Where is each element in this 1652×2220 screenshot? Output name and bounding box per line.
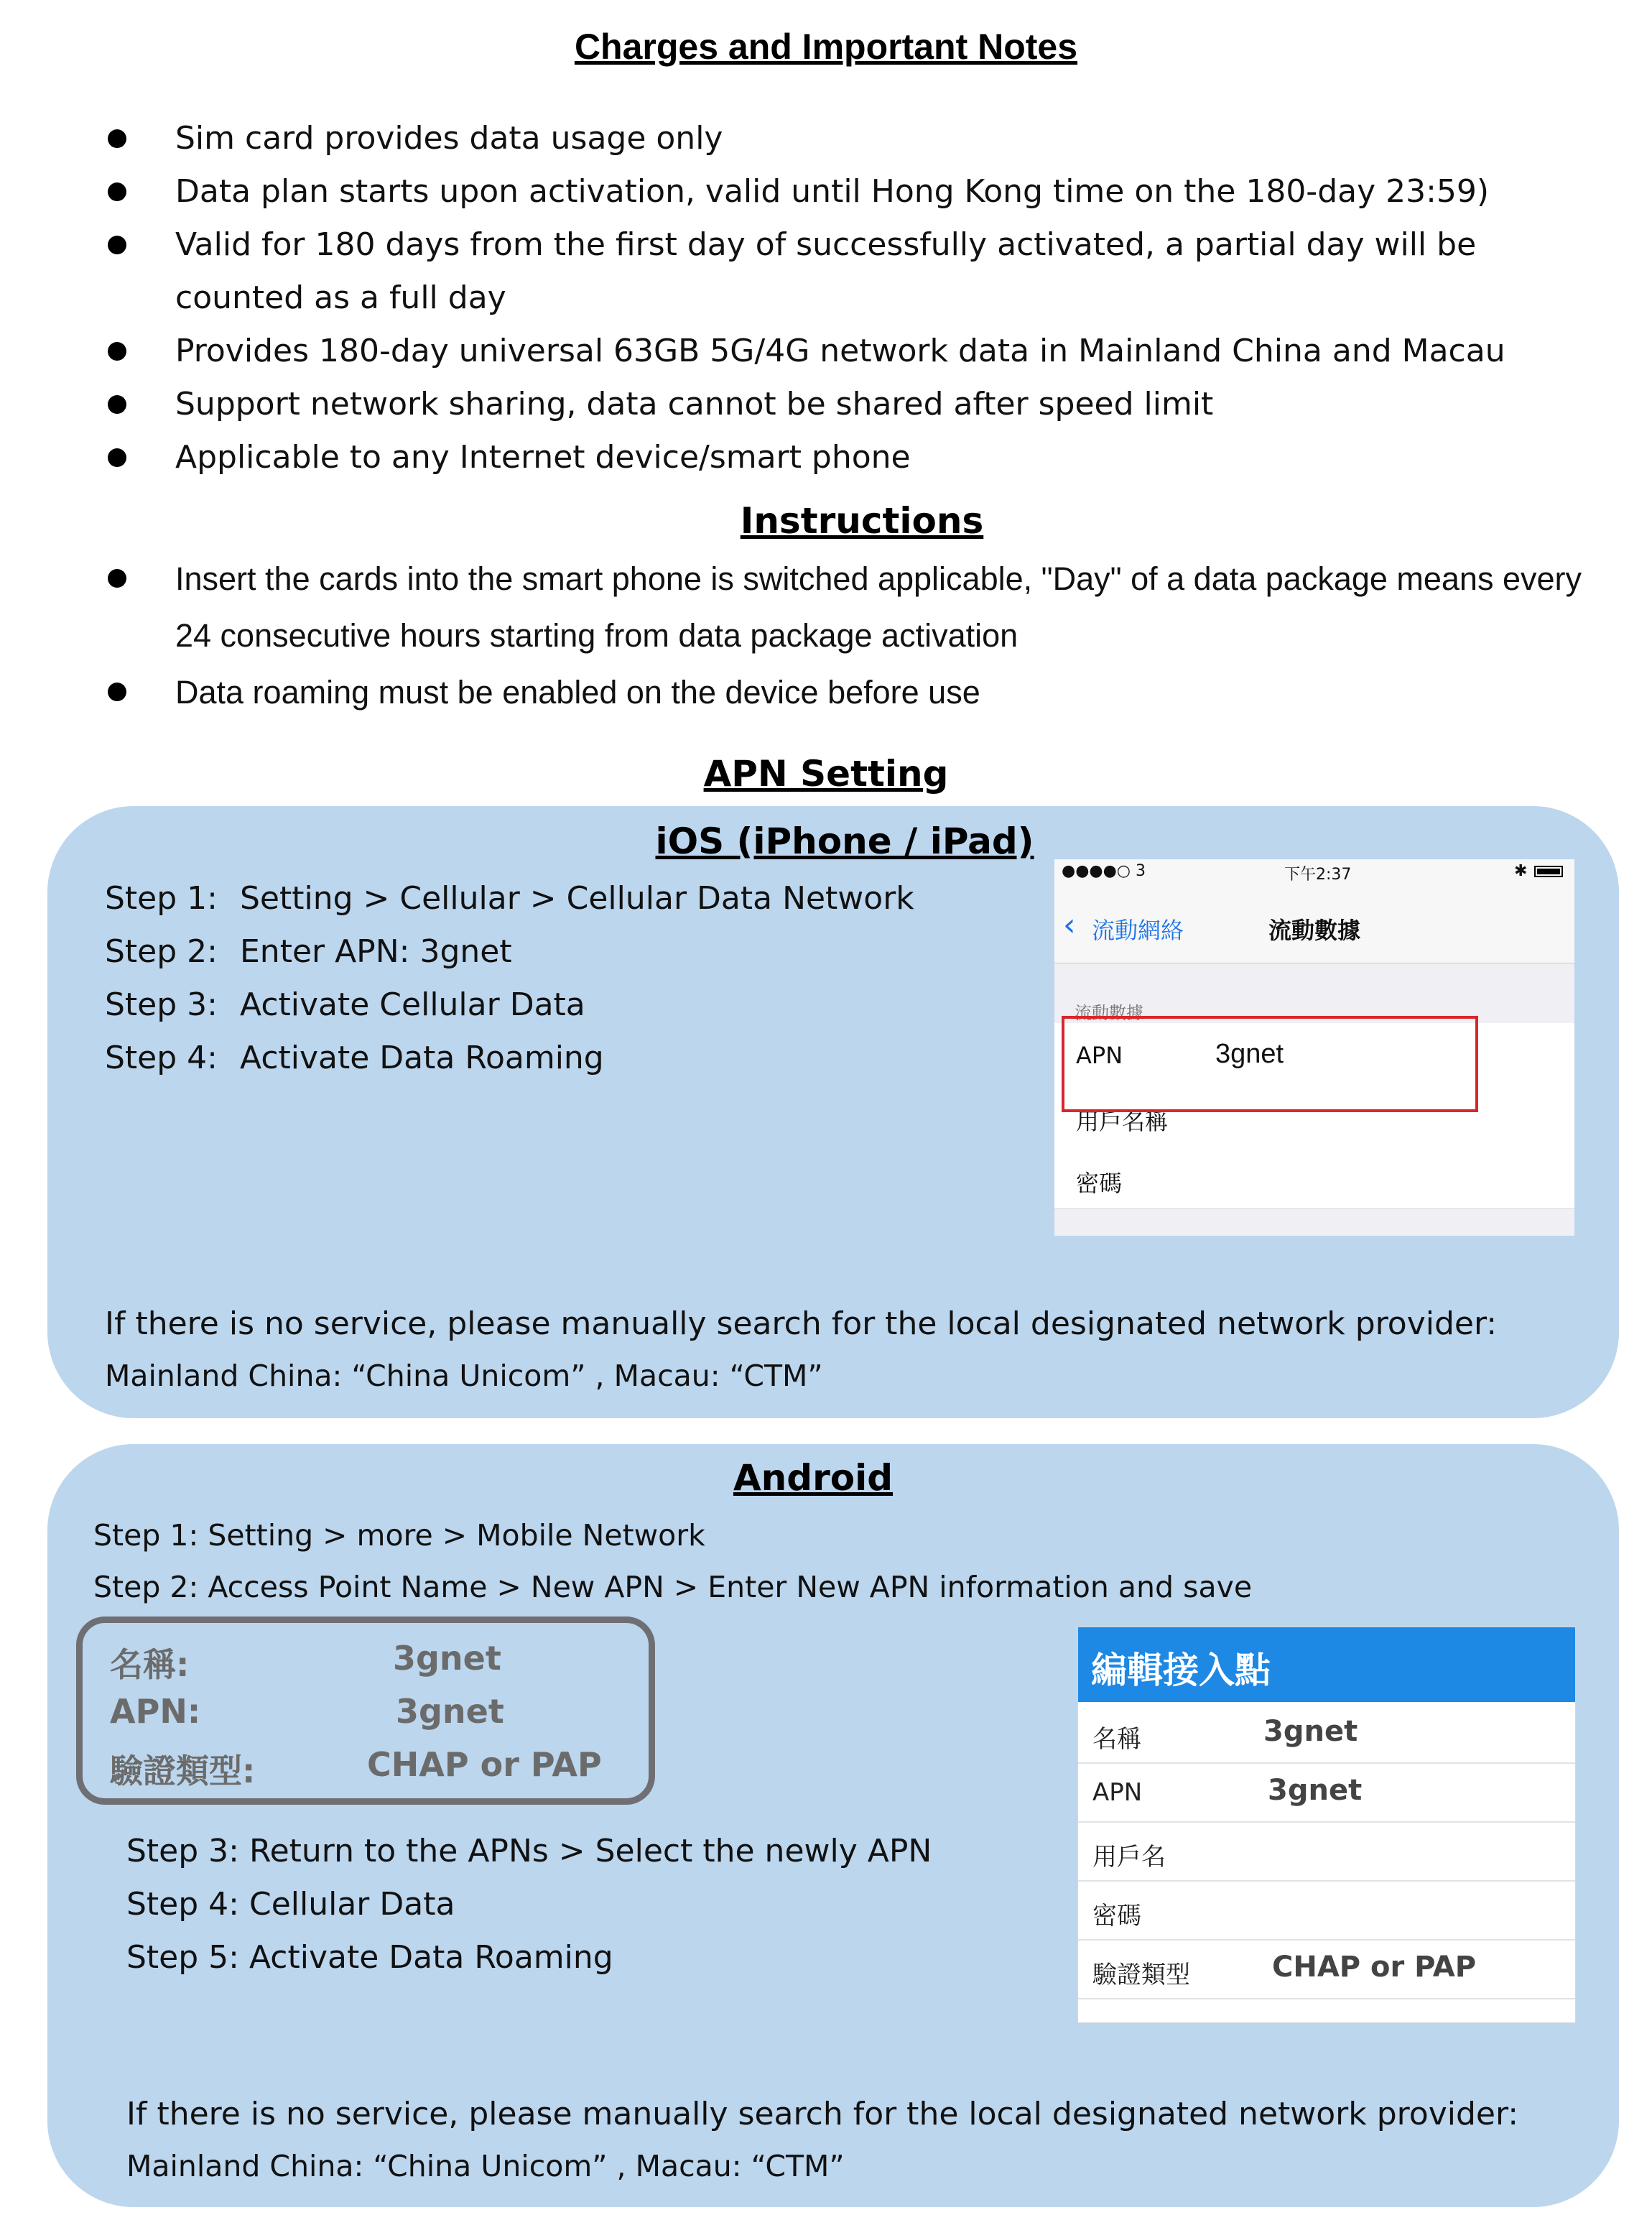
bullet-icon: [108, 129, 126, 148]
android-header-title: 編輯接入點: [1091, 1650, 1271, 1691]
ios-step-2: Step 2: Enter APN: 3gnet: [105, 933, 512, 970]
bullet-icon: [108, 236, 126, 254]
section-label: 流動數據: [1075, 1003, 1143, 1023]
list-item: Provides 180-day universal 63GB 5G/4G network data in Mainland China and Macau: [108, 325, 1602, 378]
box-label: 名稱:: [110, 1645, 190, 1684]
list-item: Applicable to any Internet device/smart phone: [108, 431, 1602, 484]
row-label: APN: [1076, 1042, 1123, 1069]
box-label: 驗證類型:: [110, 1752, 256, 1790]
row-label: 密碼: [1076, 1170, 1123, 1197]
box-value: CHAP or PAP: [367, 1745, 602, 1784]
android-step-5: Step 5: Activate Data Roaming: [126, 1939, 613, 1976]
list-item: Data plan starts upon activation, valid until Hong Kong time on the 180-day 23:59): [108, 165, 1602, 218]
list-item: Valid for 180 days from the first day of successfully activated, a partial day will be counted as a full day: [108, 218, 1602, 325]
list-item: Data roaming must be enabled on the device before use: [108, 664, 1602, 721]
bullet-icon: [108, 395, 126, 414]
android-step-3: Step 3: Return to the APNs > Select the newly APN: [126, 1833, 932, 1869]
password-row[interactable]: [1054, 1147, 1574, 1209]
bullet-icon: [108, 342, 126, 361]
bullet-icon: [108, 182, 126, 201]
android-step-4: Step 4: Cellular Data: [126, 1886, 455, 1923]
list-item: Support network sharing, data cannot be shared after speed limit: [108, 378, 1602, 431]
row-label: 驗證類型: [1092, 1961, 1190, 1989]
status-bar: [1054, 859, 1574, 884]
android-header: [1078, 1627, 1575, 1702]
instructions-list: [108, 550, 1602, 721]
row-value[interactable]: 3gnet: [1268, 1774, 1363, 1807]
username-row[interactable]: [1078, 1821, 1575, 1882]
row-label: 密碼: [1092, 1902, 1141, 1930]
chevron-left-icon[interactable]: ‹: [1063, 907, 1076, 943]
bullet-icon: [108, 683, 126, 701]
highlight-box: [1062, 1016, 1478, 1112]
ios-screenshot: [1054, 859, 1574, 1236]
apn-row[interactable]: [1078, 1762, 1575, 1823]
android-screenshot: [1077, 1627, 1576, 2023]
ios-note-line2: Mainland China: “China Unicom” , Macau: “CTM”: [105, 1359, 823, 1393]
apn-info-box: [76, 1617, 655, 1805]
charges-list: [108, 112, 1602, 484]
android-step-2: Step 2: Access Point Name > New APN > Enter New APN information and save: [93, 1570, 1253, 1604]
password-row[interactable]: [1078, 1880, 1575, 1941]
bullet-icon: [108, 448, 126, 467]
bullet-icon: [108, 569, 126, 588]
list-item: Sim card provides data usage only: [108, 112, 1602, 165]
row-label: 用戶名: [1092, 1843, 1166, 1872]
charges-title: Charges and Important Notes: [574, 27, 1078, 67]
clock-text: 下午2:37: [1284, 866, 1352, 884]
ios-step-4: Step 4: Activate Data Roaming: [105, 1040, 604, 1076]
instructions-title: Instructions: [740, 500, 984, 542]
ios-title: iOS (iPhone / iPad): [655, 820, 1034, 862]
bluetooth-icon: ✱: [1514, 862, 1528, 880]
carrier-text: ●●●●○ 3: [1062, 862, 1146, 880]
ios-step-3: Step 3: Activate Cellular Data: [105, 986, 585, 1023]
battery-icon: [1534, 866, 1563, 877]
apn-title: APN Setting: [703, 753, 949, 795]
nav-title: 流動數據: [1268, 917, 1361, 944]
box-value: 3gnet: [396, 1692, 504, 1731]
list-item: Insert the cards into the smart phone is switched applicable, "Day" of a data package means every 24 consecutive hours starting from data package activation: [108, 550, 1602, 664]
ios-step-1: Step 1: Setting > Cellular > Cellular Data Network: [105, 880, 914, 917]
row-label: 用戶名稱: [1076, 1108, 1169, 1135]
back-button[interactable]: 流動網絡: [1092, 917, 1184, 944]
ios-nav-bar: [1054, 884, 1574, 963]
android-note-line2: Mainland China: “China Unicom” , Macau: “CTM”: [126, 2149, 845, 2183]
row-label: 名稱: [1092, 1725, 1141, 1754]
apn-value[interactable]: 3gnet: [1215, 1039, 1284, 1069]
android-note-line1: If there is no service, please manually search for the local designated network provider:: [126, 2096, 1519, 2132]
row-label: APN: [1092, 1778, 1143, 1807]
row-value[interactable]: CHAP or PAP: [1272, 1951, 1477, 1984]
auth-type-row[interactable]: [1078, 1939, 1575, 1999]
ios-note-line1: If there is no service, please manually search for the local designated network provider:: [105, 1305, 1498, 1342]
android-title: Android: [733, 1457, 894, 1499]
box-value: 3gnet: [393, 1639, 501, 1678]
name-row[interactable]: [1078, 1703, 1575, 1764]
box-label: APN:: [110, 1692, 201, 1731]
android-step-1: Step 1: Setting > more > Mobile Network: [93, 1518, 705, 1553]
row-value[interactable]: 3gnet: [1263, 1715, 1358, 1748]
